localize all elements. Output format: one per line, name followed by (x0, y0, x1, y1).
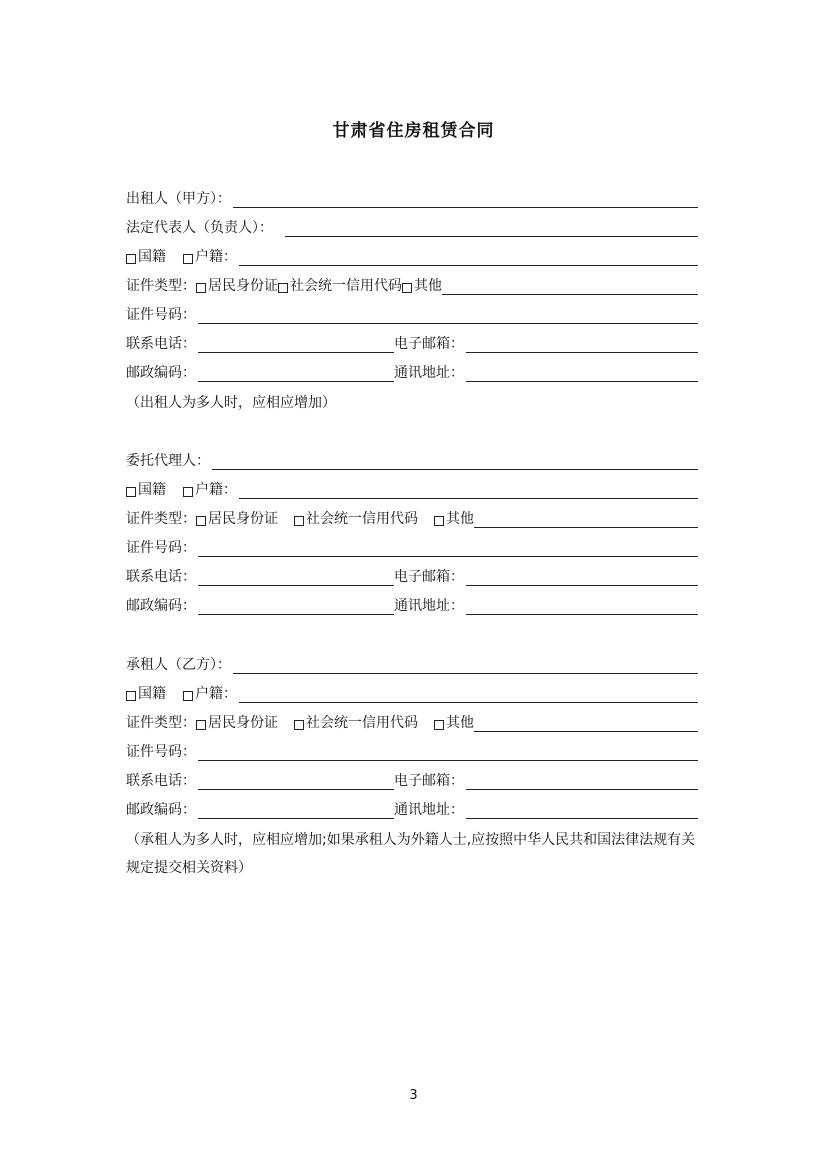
agent-name-label: 委托代理人： (126, 453, 210, 469)
agent-contact-row (126, 564, 698, 586)
id-card-label: 居民身份证 (208, 511, 278, 527)
id-number-label: 证件号码： (126, 307, 196, 323)
tenant-phone-field[interactable] (198, 774, 394, 790)
household-label: 户籍： (195, 482, 237, 498)
nationality-checkbox[interactable] (126, 254, 136, 264)
tenant-name-label: 承租人（乙方）： (126, 657, 231, 673)
email-label: 电子邮箱： (394, 569, 464, 585)
id-number-label: 证件号码： (126, 540, 196, 556)
email-label: 电子邮箱： (394, 773, 464, 789)
id-card-label: 居民身份证 (208, 715, 278, 731)
tenant-note: （承租人为多人时，应相应增加;如果承租人为外籍人士,应按照中华人民共和国法律法规有关规定提交相关资料） (126, 832, 696, 876)
nationality-label: 国籍 (138, 482, 166, 498)
landlord-id-type-row (126, 273, 698, 295)
agent-postal-row (126, 593, 698, 615)
tenant-name-field[interactable] (233, 658, 698, 674)
agent-id-type-row (126, 506, 698, 528)
tenant-name-row (126, 652, 698, 674)
nationality-label: 国籍 (138, 686, 166, 702)
credit-code-label: 社会统一信用代码 (306, 511, 418, 527)
landlord-postcode-field[interactable] (198, 366, 394, 382)
id-type-label: 证件类型： (126, 511, 196, 527)
nationality-checkbox[interactable] (126, 691, 136, 701)
nationality-label: 国籍 (138, 249, 166, 265)
address-label: 通讯地址： (394, 365, 464, 381)
credit-code-checkbox[interactable] (278, 283, 288, 293)
other-id-checkbox[interactable] (402, 283, 412, 293)
credit-code-checkbox[interactable] (294, 720, 304, 730)
household-checkbox[interactable] (183, 487, 193, 497)
landlord-phone-field[interactable] (198, 337, 394, 353)
landlord-household-field[interactable] (239, 250, 698, 266)
tenant-email-field[interactable] (466, 774, 698, 790)
tenant-contact-row (126, 768, 698, 790)
email-label: 电子邮箱： (394, 336, 464, 352)
landlord-name-field[interactable] (233, 192, 698, 208)
agent-name-row (126, 448, 698, 470)
agent-id-number-field[interactable] (198, 541, 698, 557)
tenant-address-field[interactable] (466, 803, 698, 819)
landlord-rep-row (126, 215, 698, 237)
landlord-note: （出租人为多人时，应相应增加） (126, 395, 336, 411)
other-id-label: 其他 (446, 715, 474, 731)
agent-household-field[interactable] (239, 483, 698, 499)
agent-address-field[interactable] (466, 599, 698, 615)
id-number-label: 证件号码： (126, 744, 196, 760)
id-card-checkbox[interactable] (196, 720, 206, 730)
tenant-id-number-field[interactable] (198, 745, 698, 761)
household-checkbox[interactable] (183, 254, 193, 264)
landlord-address-field[interactable] (466, 366, 698, 382)
landlord-name-label: 出租人（甲方）： (126, 191, 231, 207)
tenant-other-id-field[interactable] (474, 716, 698, 732)
landlord-email-field[interactable] (466, 337, 698, 353)
phone-label: 联系电话： (126, 569, 196, 585)
phone-label: 联系电话： (126, 773, 196, 789)
document-title: 甘肃省住房租赁合同 (332, 121, 495, 141)
agent-nationality-row (126, 477, 698, 499)
tenant-postal-row (126, 797, 698, 819)
agent-id-number-row (126, 535, 698, 557)
tenant-id-type-row (126, 710, 698, 732)
nationality-checkbox[interactable] (126, 487, 136, 497)
page-number: 3 (409, 1088, 418, 1103)
postcode-label: 邮政编码： (126, 598, 196, 614)
landlord-rep-label: 法定代表人（负责人）： (126, 220, 273, 236)
credit-code-label: 社会统一信用代码 (306, 715, 418, 731)
tenant-postcode-field[interactable] (198, 803, 394, 819)
address-label: 通讯地址： (394, 802, 464, 818)
landlord-rep-field[interactable] (285, 221, 698, 237)
credit-code-label: 社会统一信用代码 (290, 278, 402, 294)
phone-label: 联系电话： (126, 336, 196, 352)
landlord-name-row (126, 186, 698, 208)
agent-name-field[interactable] (212, 454, 698, 470)
landlord-id-number-field[interactable] (198, 308, 698, 324)
id-type-label: 证件类型： (126, 715, 196, 731)
landlord-nationality-row (126, 244, 698, 266)
other-id-label: 其他 (414, 278, 442, 294)
other-id-label: 其他 (446, 511, 474, 527)
id-card-label: 居民身份证 (208, 278, 278, 294)
agent-other-id-field[interactable] (474, 512, 698, 528)
other-id-checkbox[interactable] (434, 516, 444, 526)
agent-email-field[interactable] (466, 570, 698, 586)
tenant-nationality-row (126, 681, 698, 703)
id-card-checkbox[interactable] (196, 516, 206, 526)
household-checkbox[interactable] (183, 691, 193, 701)
household-label: 户籍： (195, 249, 237, 265)
other-id-checkbox[interactable] (434, 720, 444, 730)
id-type-label: 证件类型： (126, 278, 196, 294)
household-label: 户籍： (195, 686, 237, 702)
address-label: 通讯地址： (394, 598, 464, 614)
postcode-label: 邮政编码： (126, 802, 196, 818)
landlord-id-number-row (126, 302, 698, 324)
landlord-contact-row (126, 331, 698, 353)
credit-code-checkbox[interactable] (294, 516, 304, 526)
tenant-id-number-row (126, 739, 698, 761)
landlord-postal-row (126, 360, 698, 382)
agent-phone-field[interactable] (198, 570, 394, 586)
landlord-other-id-field[interactable] (442, 279, 698, 295)
id-card-checkbox[interactable] (196, 283, 206, 293)
agent-postcode-field[interactable] (198, 599, 394, 615)
tenant-household-field[interactable] (239, 687, 698, 703)
postcode-label: 邮政编码： (126, 365, 196, 381)
